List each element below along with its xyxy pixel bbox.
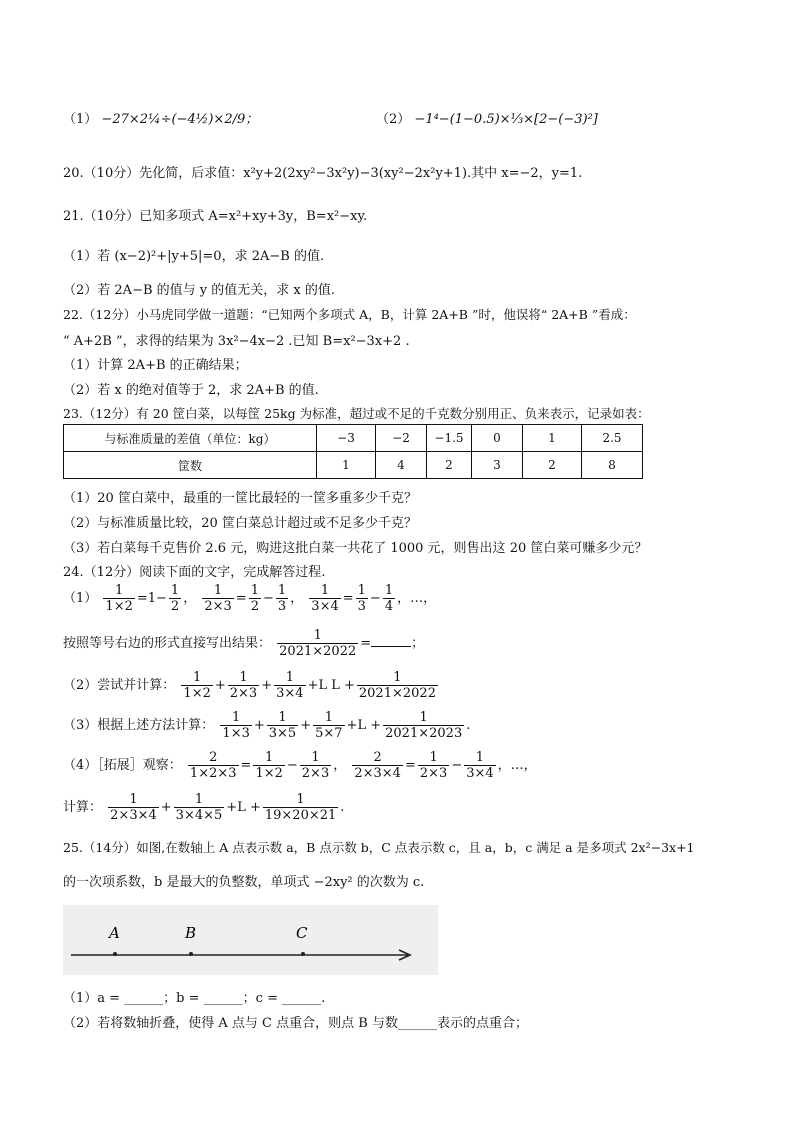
q23-table [63,424,643,479]
fraction: $\frac{1}{3\times 4}$ [466,750,494,781]
table-cell: 1 [523,425,582,452]
label-b: B [185,924,197,942]
q25-stem1: 25.（14分）如图,在数轴上 A 点表示数 a，B 点示数 b，C 点表示数 c，且 a，b，c 满足 a 是多项式 2x²−3x+1 [63,840,695,855]
table-row [64,452,643,479]
table-cell: −2 [376,425,427,452]
q24-p1-label: （1） [63,591,98,606]
q24-p3-label: （3）根据上述方法计算： [63,718,215,733]
q23-part2: （2）与标准质量比较，20 筐白菜总计超过或不足多少千克？ [63,516,417,531]
q19-part1 [63,108,258,127]
label-a: A [109,924,120,942]
q22-stem2: “ A+2B ”，求得的结果为 3x²−4x−2 .已知 B=x²−3x+2 . [63,334,410,349]
table-cell: 2 [523,452,582,479]
fraction: $\frac{1}{2021\times 2023}$ [385,710,463,741]
q25-part1: （1）a = ______；b = ______；c = ______. [63,991,326,1006]
table-cell: −3 [317,425,376,452]
q23-part1: （1）20 筐白菜中，最重的一筐比最轻的一筐多重多少千克？ [63,491,417,506]
q22-part2: （2）若 x 的绝对值等于 2，求 2A+B 的值. [63,383,319,398]
q22-part1: （1）计算 2A+B 的正确结果； [63,358,248,373]
table-header-cell: 筐数 [64,452,317,479]
q19-part2 [376,108,598,127]
point-c [301,952,305,956]
table-row [64,425,643,452]
q24-part1-tail: 按照等号右边的形式直接写出结果： $\frac{1}{2021\times 2022}$ = ； [63,628,425,659]
fraction: $\frac{1}{2\times 3}$ [229,670,258,701]
fraction: $\frac{1}{3\times 5}$ [268,710,297,741]
fraction: $\frac{1}{19\times 20\times 21}$ [264,792,337,823]
q19-p2-expr: −1⁴−(1−0.5)×⅓×[2−(−3)²] [414,112,598,127]
fraction: $\frac{1}{1\times 2}$ [105,583,133,614]
q24-p2-label: （2）尝试并计算： [63,678,176,693]
number-line-figure [63,905,438,975]
fraction: $\frac{1}{1\times 2}$ [183,670,211,701]
q25-part2: （2）若将数轴折叠，使得 A 点与 C 点重合，则点 B 与数______表示的点重合； [63,1016,528,1031]
q22-stem1: 22.（12分）小马虎同学做一道题：“已知两个多项式 A，B，计算 2A+B ”时，他误将“ 2A+B ”看成： [63,307,636,322]
table-cell: −1.5 [427,425,472,452]
fraction: $\frac{1}{2\times 3}$ [204,583,232,614]
q19-p2-label: （2） [376,112,411,127]
number-line-svg [63,905,438,975]
fraction: $\frac{1}{2021\times 2022}$ [279,628,357,659]
table-cell: 4 [376,452,427,479]
fraction: $\frac{1}{3}$ [357,583,366,614]
q21-part2: （2）若 2A−B 的值与 y 的值无关，求 x 的值. [63,283,335,298]
fraction: $\frac{1}{2}$ [250,583,259,614]
table-cell: 1 [317,452,376,479]
q23-part3: （3）若白菜每千克售价 2.6 元，购进这批白菜一共花了 1000 元，则售出这 20 筐白菜可赚多少元？ [63,541,648,556]
fraction: $\frac{1}{3\times 4}$ [311,583,339,614]
fraction: $\frac{1}{3\times 4\times 5}$ [175,792,223,823]
q24-part3: （3）根据上述方法计算： $\frac{1}{1\times 3}$ + $\frac{1}{3\times 5}$ + $\frac{1}{5\times 7}$ +L + $\frac{1}{2021\times 2023}$ . [63,710,471,741]
q24-p4-calc: 计算： [63,800,103,815]
q24-part2: （2）尝试并计算： $\frac{1}{1\times 2}$ + $\frac{1}{2\times 3}$ + $\frac{1}{3\times 4}$ +L L + $\frac{1}{2021\times 2022}$ [63,670,436,701]
label-c: C [296,924,308,942]
q23-stem: 23.（12分）有 20 筐白菜，以每筐 25kg 为标准，超过或不足的千克数分别用正、负来表示，记录如表： [63,406,650,421]
q19-p1-expr: −27×2¼÷(−4½)×2/9； [101,112,259,127]
q24-p1-tail: 按照等号右边的形式直接写出结果： [63,636,272,651]
fraction: $\frac{1}{2}$ [170,583,180,614]
fraction: $\frac{1}{2\times 3}$ [301,750,330,781]
table-cell: 8 [582,452,643,479]
fraction: $\frac{2}{1\times 2\times 3}$ [189,750,237,781]
q21-stem: 21.（10分）已知多项式 A=x²+xy+3y，B=x²−xy. [63,209,368,224]
fraction: $\frac{1}{3\times 4}$ [276,670,304,701]
q24-part4-calc: 计算： $\frac{1}{2\times 3\times 4}$ + $\frac{1}{3\times 4\times 5}$ +L + $\frac{1}{19\times 20\times 21}$ . [63,792,345,823]
fraction: $\frac{1}{2\times 3\times 4}$ [110,792,157,823]
point-b [189,952,193,956]
fraction: $\frac{1}{2\times 3}$ [419,750,448,781]
q24-p4-label: （4）［拓展］观察： [63,758,182,773]
fraction: $\frac{1}{1\times 2}$ [255,750,283,781]
q25-stem2: 的一次项系数，b 是最大的负整数，单项式 −2xy² 的次数为 c. [63,875,425,890]
q24-stem: 24.（12分）阅读下面的文字，完成解答过程. [63,565,326,580]
fraction: $\frac{1}{4}$ [384,583,394,614]
point-a [113,952,117,956]
q21-part1: （1）若 (x−2)²+|y+5|=0，求 2A−B 的值. [63,249,325,264]
table-cell: 0 [472,425,523,452]
fraction: $\frac{1}{3}$ [277,583,287,614]
table-cell: 2.5 [582,425,643,452]
q24-part4: （4）［拓展］观察： $\frac{2}{1\times 2\times 3}$ = $\frac{1}{1\times 2}$ − $\frac{1}{2\times 3}$ ， $\frac{2}{2\times 3\times 4}$ = $\frac{1}{2\times 3}$ − $\frac{1}{3\times 4}$ ，…， [63,750,537,781]
table-header-cell: 与标准质量的差值（单位：kg） [64,425,317,452]
fraction: $\frac{1}{1\times 3}$ [222,710,250,741]
q20-text: 20.（10分）先化简，后求值：x²y+2(2xy²−3x²y)−3(xy²−2x²y+1).其中 x=−2，y=1. [63,166,583,181]
table-cell: 2 [427,452,472,479]
table-cell: 3 [472,452,523,479]
fraction: $\frac{2}{2\times 3\times 4}$ [354,750,401,781]
q19-p1-label: （1） [63,112,98,127]
answer-blank[interactable] [371,634,411,647]
fraction: $\frac{1}{2021\times 2022}$ [358,670,436,701]
q24-part1: （1） $\frac{1}{1\times 2}$ =1− $\frac{1}{2}$ ， $\frac{1}{2\times 3}$ = $\frac{1}{2}$ − $\frac{1}{3}$ ， $\frac{1}{3\times 4}$ = $\frac{1}{3}$ − $\frac{1}{4}$ ，…， [63,583,437,614]
fraction: $\frac{1}{5\times 7}$ [315,710,343,741]
